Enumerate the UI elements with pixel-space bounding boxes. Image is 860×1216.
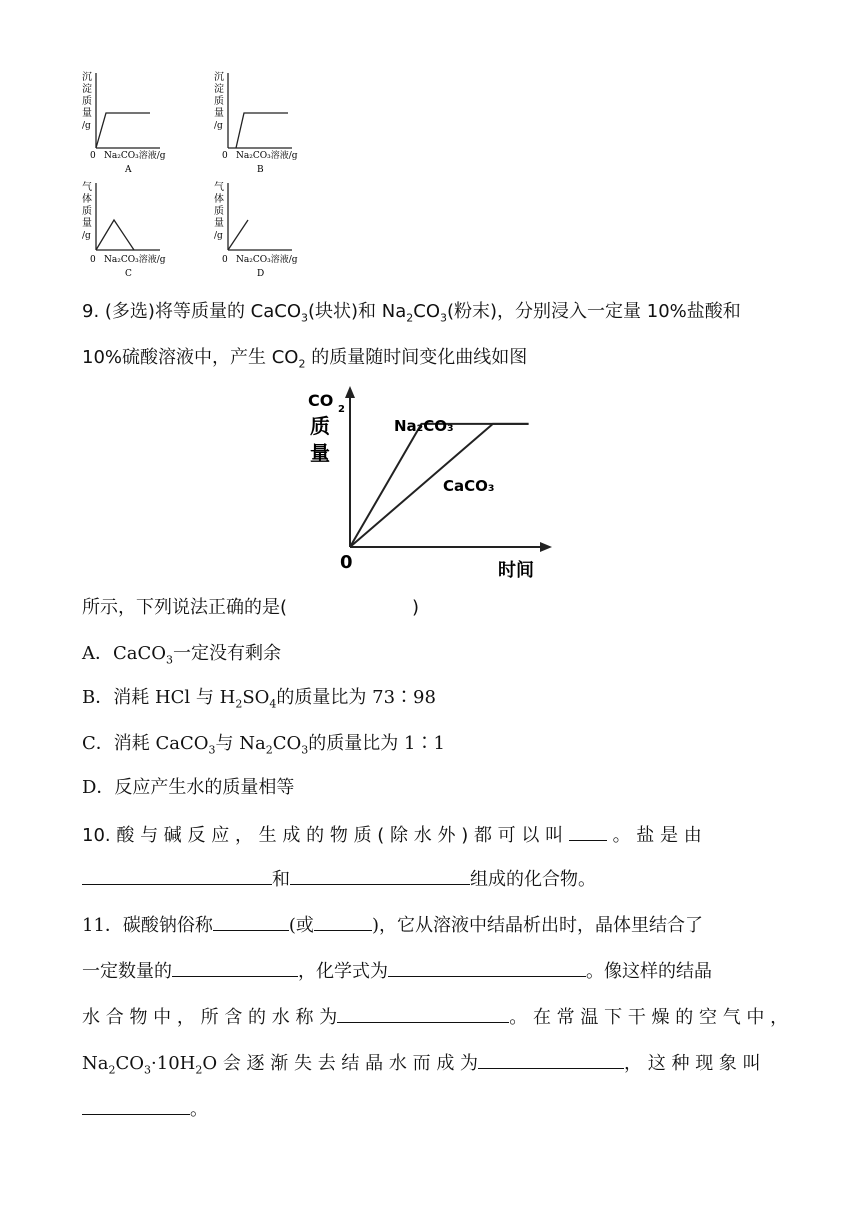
q10-line2: 和 组成的化合物。 [82,866,782,892]
q9-option-c: C．消耗 CaCO$_3$与 $Na_2CO_3$的质量比为 1∶1 [82,733,445,757]
chart-d-origin: 0 [222,255,228,265]
chart-c-ylabel-2: 质 [82,206,92,217]
q10-blank-2[interactable] [82,866,272,885]
chart-a-origin: 0 [90,151,96,161]
series-na2co3-line [350,424,529,547]
q11-blank-2[interactable] [314,912,372,931]
chart-b-xlabel: Na₂CO₃溶液/g [236,151,298,161]
chart-b [214,71,298,175]
x-axis-arrow [540,542,552,552]
y-axis-arrow [345,386,355,398]
ylabel-liang: 量 [310,441,330,465]
q9-option-b: B．消耗 HCl 与 $H_2SO_4$的质量比为 73∶98 [82,687,436,711]
q9-option-d: D．反应产生水的质量相等 [82,777,295,798]
q11-line1: 11．碳酸钠俗称 (或 )，它从溶液中结晶析出时，晶体里结合了 [82,912,782,938]
co2-chart [300,382,560,582]
chart-d-id: D [257,269,265,279]
q11-line3: 水 合 物 中 ， 所 含 的 水 称 为 。 在 常 温 下 干 燥 的 空 气 中 ， [82,1004,782,1030]
chart-b-ylabel-0: 沉 [214,72,224,83]
chart-c-origin: 0 [90,255,96,265]
q10-blank-3[interactable] [290,866,470,885]
q10-blank-1[interactable] [569,822,607,841]
chart-a-ylabel-0: 沉 [82,72,92,83]
chart-c-ylabel-1: 体 [82,194,92,205]
chart-d-ylabel-3: 量 [214,218,224,229]
chart-d-ylabel-2: 质 [214,206,224,217]
q9-line2: 10%硫酸溶液中，产生 $CO_2$ 的质量随时间变化曲线如图 [82,347,528,371]
ylabel-sub: 2 [338,404,345,415]
chart-d-ylabel-0: 气 [214,182,224,193]
q11-blank-7[interactable] [82,1096,190,1115]
chart-b-ylabel-3: 量 [214,108,224,119]
chart-d-curve [228,220,248,250]
small-charts-svg [80,68,340,288]
q9-line1: 9. (多选)将等质量的 CaCO$_3$(块状)和 $Na_2CO_3$(粉末)，分别浸入一定量 10%盐酸和 [82,301,741,325]
chart-a-ylabel-4: /g [82,121,91,131]
q9-option-a: A．CaCO$_3$一定没有剩余 [82,643,282,667]
chart-b-origin: 0 [222,151,228,161]
xlabel: 时间 [498,560,534,581]
chart-d [214,181,298,279]
q11-blank-1[interactable] [213,912,289,931]
q10-line1: 10. 酸 与 碱 反 应 ， 生 成 的 物 质 ( 除 水 外 ) 都 可 以 叫 。 盐 是 由 [82,822,782,848]
chart-a-ylabel-3: 量 [82,108,92,119]
chart-c-curve [96,220,134,250]
q11-line4: $Na_2CO_3\cdot 10H_2O$ 会 逐 渐 失 去 结 晶 水 而 成 为 ， 这 种 现 象 叫 [82,1050,782,1083]
series-na2co3-label: Na₂CO₃ [394,417,454,435]
q11-blank-6[interactable] [478,1050,624,1069]
chart-b-id: B [257,165,264,175]
series-caco3-label: CaCO₃ [443,477,495,495]
chart-b-ylabel-4: /g [214,121,223,131]
ylabel-co: CO [308,391,334,410]
ylabel-zhi: 质 [310,414,330,438]
chart-c-id: C [125,269,132,279]
chart-a-ylabel-1: 淀 [82,84,92,95]
origin-label: 0 [340,552,353,573]
chart-d-ylabel-1: 体 [214,194,224,205]
chart-a-id: A [125,165,132,175]
chart-d-xlabel: Na₂CO₃溶液/g [236,255,298,265]
chart-b-ylabel-1: 淀 [214,84,224,95]
chart-a-xlabel: Na₂CO₃溶液/g [104,151,166,161]
chart-c-ylabel-3: 量 [82,218,92,229]
chart-a-curve [96,113,150,148]
co2-chart-svg [300,382,560,582]
chart-c-ylabel-4: /g [82,231,91,241]
small-charts [80,68,340,288]
q11-blank-5[interactable] [337,1004,509,1023]
chart-c [82,181,166,279]
chart-c-ylabel-0: 气 [82,182,92,193]
series-caco3-line [350,424,529,547]
q11-line5: 。 [82,1096,782,1122]
chart-b-curve [236,113,288,148]
q11-blank-4[interactable] [388,958,586,977]
chart-d-ylabel-4: /g [214,231,223,241]
chart-a [82,71,166,175]
q9-line3: 所示，下列说法正确的是( ) [82,597,420,618]
chart-a-ylabel-2: 质 [82,96,92,107]
chart-c-xlabel: Na₂CO₃溶液/g [104,255,166,265]
chart-b-ylabel-2: 质 [214,96,224,107]
q11-blank-3[interactable] [172,958,298,977]
q11-line2: 一定数量的 ，化学式为 。像这样的结晶 [82,958,782,984]
